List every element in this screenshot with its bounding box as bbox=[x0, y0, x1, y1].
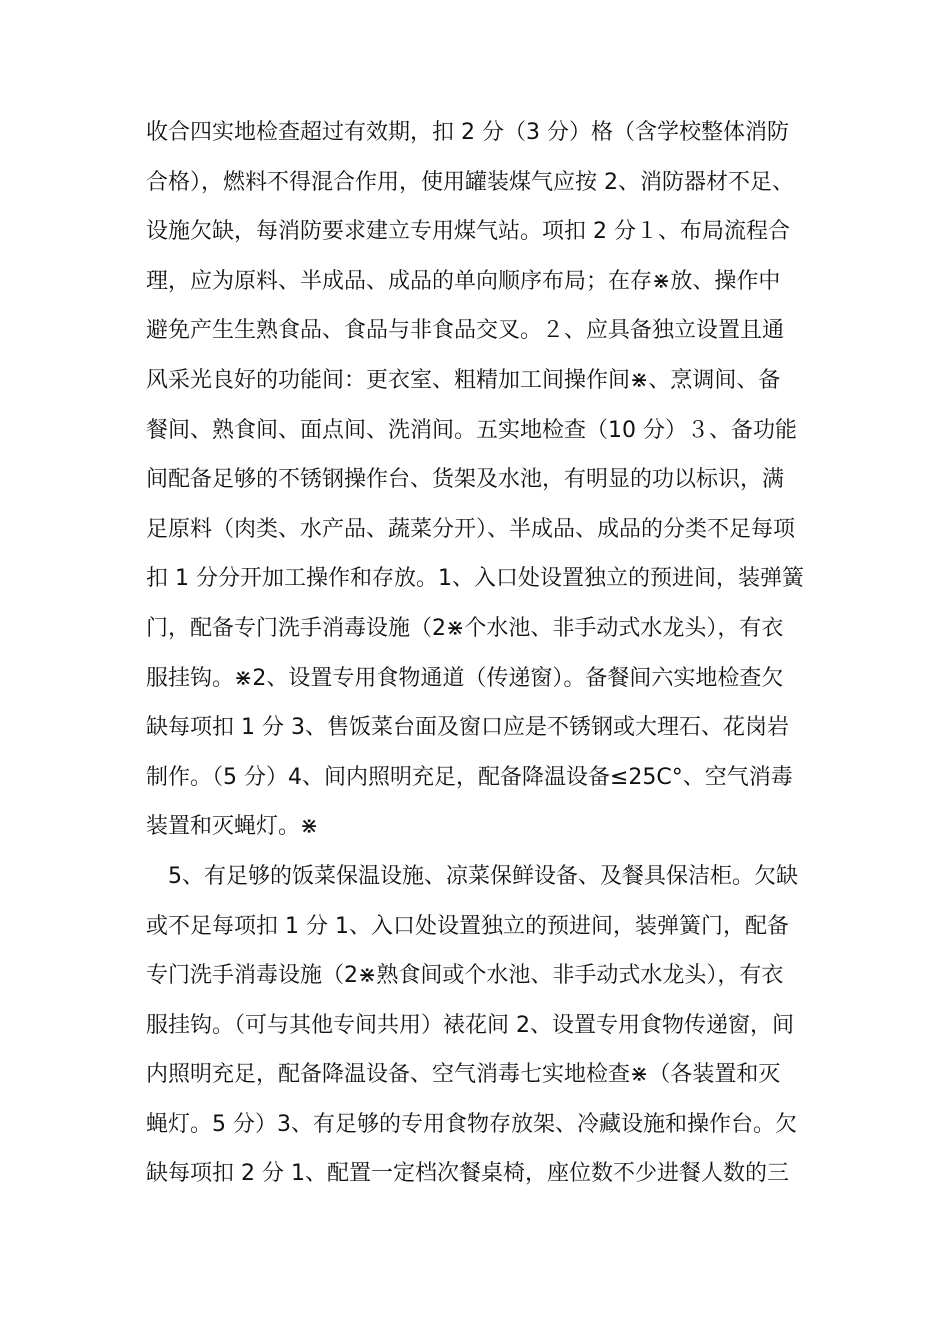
document-body bbox=[146, 108, 826, 1199]
text-line: 服挂钩。⋇2、设置专用食物通道（传递窗）。备餐间六实地检查欠 bbox=[146, 665, 784, 691]
text-line: 服挂钩。（可与其他专间共用）裱花间 2、设置专用食物传递窗，间 bbox=[146, 1012, 794, 1038]
text-line: 风采光良好的功能间：更衣室、粗精加工间操作间⋇、烹调间、备 bbox=[146, 367, 781, 393]
text-line: 5、有足够的饭菜保温设施、凉菜保鲜设备、及餐具保洁柜。欠缺 bbox=[146, 863, 798, 889]
text-line: 扣 1 分分开加工操作和存放。1、入口处设置独立的预进间，装弹簧 bbox=[146, 566, 804, 592]
text-line: 内照明充足，配备降温设备、空气消毒七实地检查⋇（各装置和灭 bbox=[146, 1062, 781, 1088]
text-line: 避免产生生熟食品、食品与非食品交叉。２、应具备独立设置且通 bbox=[146, 318, 785, 344]
text-line: 缺每项扣 1 分 3、售饭菜台面及窗口应是不锈钢或大理石、花岗岩 bbox=[146, 715, 789, 741]
text-line: 合格），燃料不得混合作用，使用罐装煤气应按 2、消防器材不足、 bbox=[146, 169, 794, 195]
text-line: 蝇灯。5 分）3、有足够的专用食物存放架、冷藏设施和操作台。欠 bbox=[146, 1111, 797, 1137]
text-line: 理，应为原料、半成品、成品的单向顺序布局；在存⋇放、操作中 bbox=[146, 268, 781, 294]
text-line: 间配备足够的不锈钢操作台、货架及水池，有明显的功以标识，满 bbox=[146, 467, 785, 493]
paragraph-2 bbox=[146, 852, 826, 1199]
text-line: 收合四实地检查超过有效期，扣 2 分（3 分）格（含学校整体消防 bbox=[146, 120, 789, 145]
text-line: 门，配备专门洗手消毒设施（2⋇个水池、非手动式水龙头），有衣 bbox=[146, 615, 784, 641]
text-line: 设施欠缺，每消防要求建立专用煤气站。项扣 2 分１、布局流程合 bbox=[146, 219, 790, 245]
text-line: 专门洗手消毒设施（2⋇熟食间或个水池、非手动式水龙头），有衣 bbox=[146, 963, 784, 989]
text-line: 制作。（5 分）4、间内照明充足，配备降温设备≤25C°、空气消毒 bbox=[146, 764, 793, 790]
paragraph-1 bbox=[146, 108, 826, 852]
text-line: 餐间、熟食间、面点间、洗消间。五实地检查（10 分）３、备功能 bbox=[146, 417, 797, 443]
text-line: 足原料（肉类、水产品、蔬菜分开）、半成品、成品的分类不足每项 bbox=[146, 516, 796, 542]
text-line: 装置和灭蝇灯。⋇ bbox=[146, 814, 319, 840]
text-line: 或不足每项扣 1 分 1、入口处设置独立的预进间，装弹簧门，配备 bbox=[146, 913, 789, 939]
text-line: 缺每项扣 2 分 1、配置一定档次餐桌椅，座位数不少进餐人数的三 bbox=[146, 1161, 789, 1187]
